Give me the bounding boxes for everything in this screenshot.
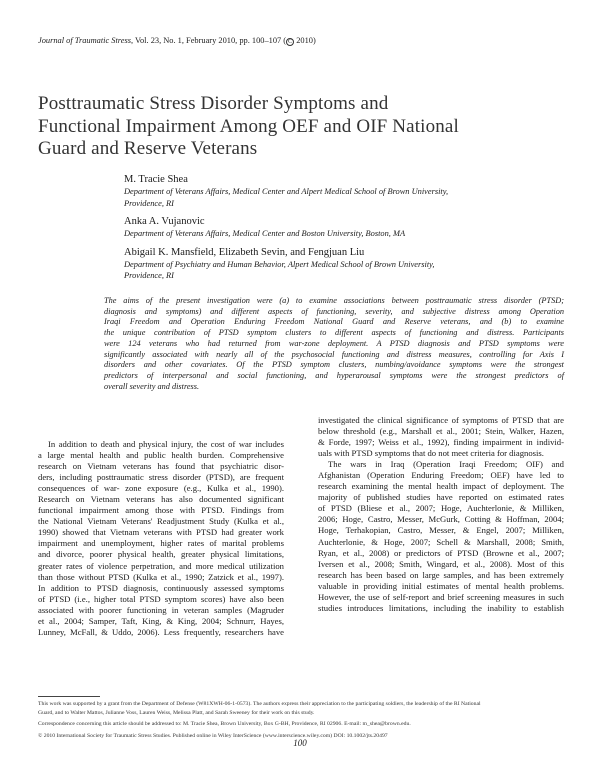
correspondence-note: Correspondence concerning this article should be addressed to: M. Tracie Shea, Brown University, Box G-BH, Providence, RI 02906. E-mail: m_shea@brown.edu. (38, 721, 411, 728)
abstract-line: diagnosis and symptoms) and different aspects of functioning, severity, and subjective distress among Operation (104, 306, 564, 316)
body-line: than those without PTSD (Kulka et al., 1990; Zatzick et al., 1997). (38, 571, 284, 582)
abstract-line: were 124 veterans who had returned from war-zone deployment. A PTSD diagnosis and PTSD symptoms were (104, 338, 564, 348)
abstract-line: overall severity and distress. (104, 381, 200, 391)
body-line: impairment and unemployment, higher rates of marital problems (38, 538, 284, 549)
body-line: Afghanistan (Operation Enduring Freedom; OEF) have led to (318, 470, 564, 481)
author-group (124, 173, 564, 209)
body-line: The wars in Iraq (Operation Iraqi Freedom; OIF) and (328, 459, 564, 470)
abstract-line: predictors of interpersonal and social functioning, and hyperarousal symptoms were the strongest predictors of (104, 370, 564, 380)
body-line: Iversen et al., 2008; Smith, Wingard, et al., 2008). Most of this (318, 558, 564, 569)
body-line: associated with poorer functioning in veteran samples (Magruder (38, 604, 284, 615)
body-line: consequences of war- zone exposure (e.g., Kulka et al., 1990). (38, 483, 284, 494)
author-name: M. Tracie Shea (124, 174, 188, 185)
author-block (124, 173, 564, 288)
body-line: and divorce, poorer physical health, greater physical limitations, (38, 549, 284, 560)
body-line: Auchterlonie, & Hoge, 2007; Schell & Marshall, 2008; Smith, (318, 536, 564, 547)
funding-note: This work was supported by a grant from the Department of Defense (W81XWH-06-1-0573). The authors express their appreciation to the participating soldiers, the leadership of the RI National (38, 701, 481, 707)
author-affiliation: Department of Psychiatry and Human Behavior, Alpert Medical School of Brown University, (124, 259, 435, 269)
title-line: Posttraumatic Stress Disorder Symptoms and (38, 93, 389, 114)
body-line: research examining the mental health impact of deployment. The (318, 481, 564, 492)
abstract-line: Iraqi Freedom and Operation Enduring Freedom National Guard and Reserve veterans, and (b) to examine (104, 317, 564, 327)
body-line: However, the use of self-report and brief screening measures in such (318, 591, 564, 602)
body-line: investigated the clinical significance of symptoms of PTSD that are (318, 415, 564, 425)
running-head (38, 36, 316, 45)
abstract-line: the unique contribution of PTSD symptom clusters to different aspects of functioning and distress. Participants (104, 328, 564, 338)
copyright-symbol: C (288, 39, 293, 45)
body-line: a large mental health and public health burden. Comprehensive (38, 450, 284, 461)
body-line: 2006; Hoge, Castro, Messer, McGurk, Cotting & Hoffman, 2004; (318, 514, 564, 525)
body-line: & Forde, 1997; Weiss et al., 1992), finding impairment in individ- (318, 437, 564, 448)
body-line: majority of published studies have reported on estimated rates (318, 492, 564, 503)
body-line: valuable in providing initial estimates of mental health problems. (318, 580, 564, 591)
body-column-left (38, 439, 284, 638)
author-affiliation: Department of Veterans Affairs, Medical Center and Alpert Medical School of Brown University, (124, 187, 449, 196)
body-line: functional impairment among those with PTSD. Findings from (38, 505, 284, 516)
author-name: Anka A. Vujanovic (124, 216, 205, 227)
author-affiliation: Department of Veterans Affairs, Medical Center and Boston University, Boston, MA (124, 229, 406, 238)
author-name: Abigail K. Mansfield, Elizabeth Sevin, and Fengjuan Liu (124, 246, 365, 258)
article-title (38, 93, 558, 161)
body-line: ders, including posttraumatic stress disorder (PTSD), are frequent (38, 472, 284, 483)
abstract-line: significantly associated with nearly all of the psychosocial functioning and distress measures, controlling for Axis I (104, 349, 564, 359)
body-line: Ryan, et al., 2008) or predictors of PTSD (Browne et al., 2007; (318, 547, 564, 558)
author-group (124, 246, 564, 282)
body-line: uals with PTSD symptoms that do not meet criteria for diagnosis. (318, 448, 544, 459)
author-group (124, 215, 564, 240)
author-affiliation: Providence, RI (124, 198, 174, 208)
body-line: Lunney, McFall, & Uddo, 2006). Less frequently, researchers have (38, 626, 284, 637)
copyright-note: © 2010 International Society for Traumatic Stress Studies. Published online in Wiley InterScience (www.interscience.wiley.com) DOI: 10.1002/jts.20497 (38, 732, 388, 739)
funding-note: Guard, and to Walter Mattos, Julianne Voss, Lauren Weiss, Melissa Platt, and Sarah Sweeney for their work on this study. (38, 709, 315, 716)
body-line: research on Vietnam veterans has found that psychiatric disor- (38, 461, 284, 472)
title-line: Functional Impairment Among OEF and OIF National (38, 115, 459, 137)
body-line: Research on Vietnam veterans has also documented significant (38, 494, 284, 505)
title-line: Guard and Reserve Veterans (38, 138, 258, 159)
body-line: below threshold (e.g., Marshall et al., 2001; Stein, Walker, Hazen, (318, 426, 564, 437)
footnotes (38, 700, 564, 740)
author-affiliation: Providence, RI (124, 271, 174, 280)
abstract (104, 296, 564, 392)
body-line: In addition to PTSD diagnosis, continuously assessed symptoms (38, 582, 284, 593)
body-line: of PTSD (i.e., higher total PTSD symptom scores) have also been (38, 593, 284, 604)
body-line: of PTSD (Bliese et al., 2007; Hoge, Auchterlonie, & Milliken, (318, 503, 564, 514)
body-line: et al., 2004; Samper, Taft, King, & King, 2004; Schnurr, Hayes, (38, 615, 284, 626)
journal-name: Journal of Traumatic Stress (38, 36, 131, 45)
citation-info: , Vol. 23, No. 1, February 2010, pp. 100–107 ( (130, 36, 287, 45)
abstract-line: The aims of the present investigation were (a) to examine associations between posttraumatic stress disorder (PTSD; (104, 296, 564, 305)
page-number: 100 (293, 738, 307, 748)
body-line: greater rates of violence perpetration, and more medical utilization (38, 560, 284, 571)
body-line: 1990) showed that Vietnam veterans with PTSD had greater work (38, 527, 284, 538)
body-line: In addition to death and physical injury, the cost of war includes (48, 439, 284, 449)
footnote-divider (38, 696, 100, 697)
body-line: the National Vietnam Veterans' Readjustment Study (Kulka et al., (38, 516, 284, 527)
citation-year: 2010) (294, 36, 316, 45)
body-line: Hoge, Terhakopian, Castro, Messer, & Engel, 2007; Milliken, (318, 525, 564, 536)
body-column-right (318, 415, 564, 614)
body-line: studies introduces limitations, including the inability to establish (318, 602, 564, 613)
body-line: research has been based on large samples, and has been extremely (318, 569, 564, 580)
abstract-line: disorders and other covariates. Of the PTSD symptom clusters, numbing/avoidance symptoms were the strongest (104, 360, 564, 370)
